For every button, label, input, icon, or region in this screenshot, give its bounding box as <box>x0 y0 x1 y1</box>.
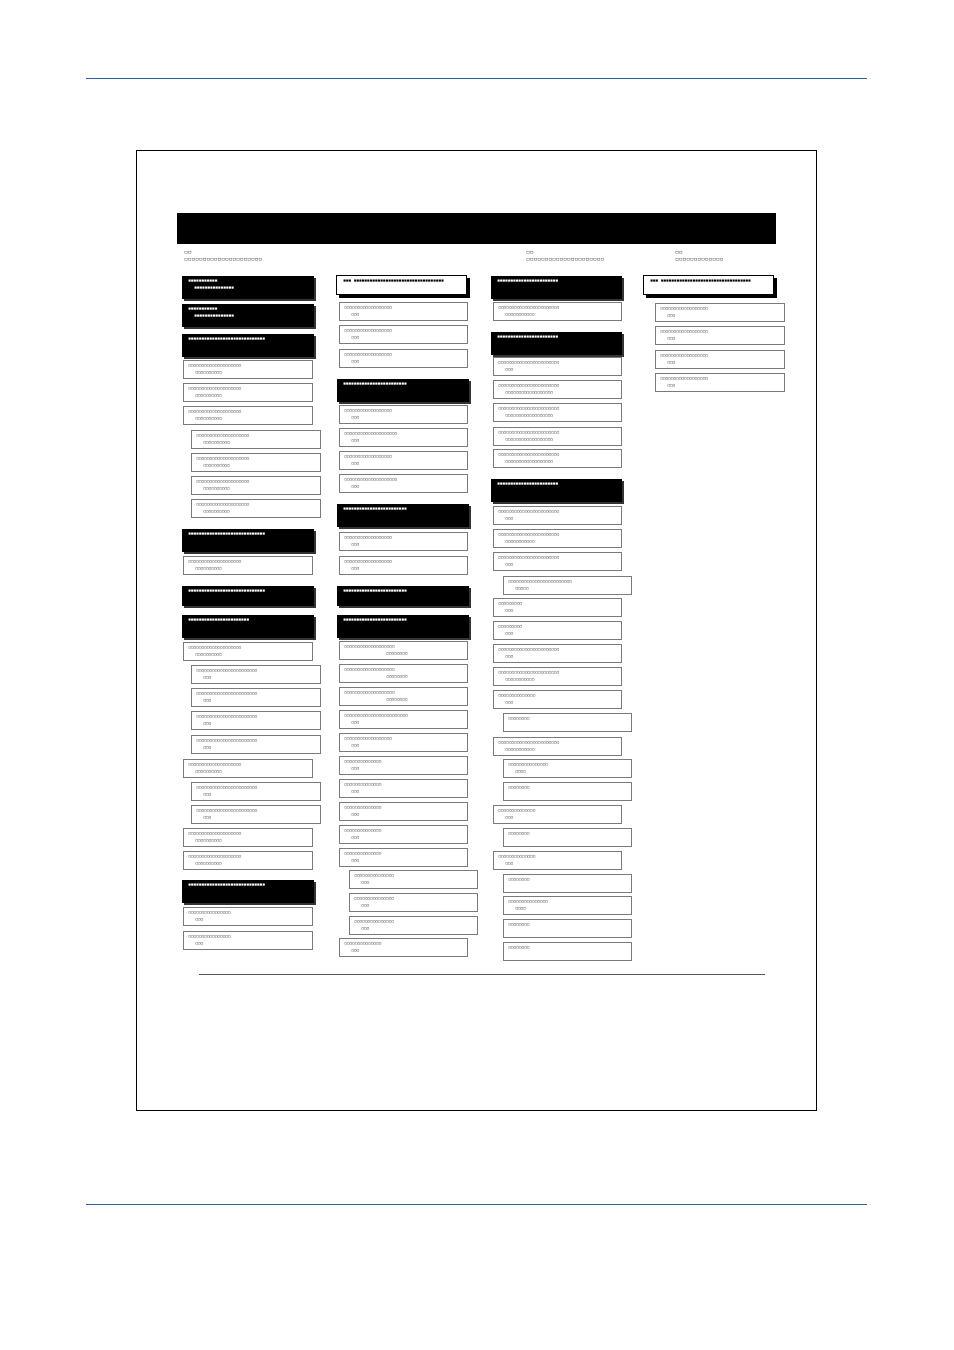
menu-item-value: ▫▫▫ <box>195 917 203 923</box>
menu-item-value: ▫▫▫▫▫▫▫▫▫▫▫ <box>505 747 535 753</box>
menu-item-label: ▫▫▫▫▫▫▫▫▫▫▫▫▫▫▫▫▫▫▫▫ <box>188 762 241 768</box>
menu-item-value: ▫▫▫ <box>203 675 211 681</box>
menu-item-value: ▫▫▫▫▫▫▫▫▫▫▫▫▫▫▫▫▫▫ <box>505 413 553 419</box>
menu-item-box <box>339 664 468 683</box>
menu-item-box <box>503 896 632 915</box>
menu-item-label: ▫▫▫▫▫▫▫▫▫▫▫▫▫▫▫▫▫▫▫▫▫▫▫ <box>498 383 559 389</box>
menu-item-label: ▫▫▫▫▫▫▫▫▫▫▫▫▫▫ <box>344 941 382 947</box>
menu-item-box <box>493 449 622 468</box>
menu-item-value: ▫▫▫ <box>361 903 369 909</box>
menu-item-box <box>191 665 321 684</box>
menu-item-label: ▫▫▫▫▫▫▫▫▫▫▫▫▫▫▫▫▫▫▫▫▫▫▫ <box>498 509 559 515</box>
menu-item-value: ▫▫▫ <box>505 861 513 867</box>
menu-item-label: ▫▫▫▫▫▫▫▫▫▫▫▫▫▫ <box>344 759 382 765</box>
menu-item-box <box>339 302 468 321</box>
menu-item-label: ▫▫▫▫▫▫▫▫▫▫▫▫▫▫▫▫▫▫ <box>344 454 392 460</box>
menu-item-box <box>339 802 468 821</box>
menu-item-label: ▫▫▫▫▫▫▫▫▫▫▫▫▫▫▫▫▫▫ <box>344 352 392 358</box>
menu-item-label: ▪▪▪ ▪▪▪▪▪▪▪▪▪▪▪▪▪▪▪▪▪▪▪▪▪▪▪▪▪▪▪▪▪▪▪▪▪▪ <box>343 278 444 284</box>
menu-item-value: ▫▫▫ <box>351 812 359 818</box>
menu-item-label: ▫▫▫▫▫▫▫▫▫▫▫▫▫▫▫▫▫▫▫▫ <box>188 409 241 415</box>
menu-item-label: ▫▫▫▫▫▫▫▫▫▫▫▫▫▫▫ <box>354 896 394 902</box>
menu-item-box <box>339 733 468 752</box>
menu-item-box <box>493 302 622 321</box>
menu-item-value: ▫▫▫ <box>351 720 359 726</box>
menu-item-box <box>339 756 468 775</box>
menu-section-header <box>337 615 469 638</box>
menu-item-label: ▫▫▫▫▫▫▫▫▫▫▫▫▫▫▫▫▫▫ <box>344 328 392 334</box>
menu-item-label: ▪▪▪▪▪▪▪▪▪▪▪▪▪▪▪▪▪▪▪▪▪▪▪ <box>497 481 558 487</box>
header-rule <box>86 78 867 79</box>
menu-item-label: ▪▪▪▪▪▪▪▪▪▪▪▪▪▪▪▪▪▪▪▪▪▪▪▪ <box>343 506 407 512</box>
menu-item-label: ▫▫▫▫▫▫▫▫▫▫▫▫▫▫▫▫▫▫▫▫▫▫▫ <box>498 670 559 676</box>
menu-item-label: ▫▫▫▫▫▫▫▫▫▫▫▫▫▫▫▫▫▫▫▫▫▫▫ <box>498 360 559 366</box>
menu-item-box <box>493 621 622 640</box>
menu-item-label: ▪▪▪▪▪▪▪▪▪▪▪▪▪▪▪▪▪▪▪▪▪▪▪▪ <box>343 588 407 594</box>
menu-item-label: ▪▪▪ ▪▪▪▪▪▪▪▪▪▪▪▪▪▪▪▪▪▪▪▪▪▪▪▪▪▪▪▪▪▪▪▪▪▪ <box>650 278 751 284</box>
menu-item-box <box>493 529 622 548</box>
chart-title-banner <box>177 213 776 244</box>
menu-item-label: ▪▪▪▪▪▪▪▪▪▪▪▪▪▪▪▪▪▪▪▪▪▪▪▪▪▪▪▪▪ <box>188 336 265 342</box>
menu-item-box <box>655 326 785 345</box>
menu-item-label: ▫▫▫▫▫▫▫▫▫▫▫▫▫▫▫▫▫▫ <box>660 353 708 359</box>
menu-item-value: ▫▫▫ <box>505 815 513 821</box>
menu-item-box <box>339 428 468 447</box>
menu-item-box <box>183 383 313 402</box>
menu-item-label: ▫▫▫▫▫▫▫▫▫▫▫▫▫▫▫▫▫▫▫▫▫▫▫ <box>498 647 559 653</box>
menu-item-box <box>191 782 321 801</box>
menu-item-label: ▫▫▫▫▫▫▫▫▫▫▫▫▫▫▫▫▫▫ <box>344 736 392 742</box>
menu-item-value: ▫▫▫▫ <box>515 906 526 912</box>
menu-item-value: ▫▫▫ <box>505 631 513 637</box>
menu-item-box <box>493 357 622 376</box>
menu-item-value: ▫▫▫▫▫▫▫▫ <box>386 697 408 703</box>
menu-item-value: ▫▫▫ <box>667 383 675 389</box>
menu-item-value: ▫▫▫ <box>351 743 359 749</box>
menu-item-label: ▫▫▫▫▫▫▫▫▫▫▫▫▫▫ <box>344 805 382 811</box>
menu-item-label: ▫▫▫▫▫▫▫▫▫▫▫▫▫▫▫▫▫▫▫▫ <box>344 431 397 437</box>
menu-item-value: ▫▫▫▫▫▫▫▫▫▫ <box>195 769 222 775</box>
menu-section-header <box>491 479 622 502</box>
menu-item-box <box>493 427 622 446</box>
menu-item-box <box>503 576 632 595</box>
menu-item-label: ▫▫▫▫▫▫▫▫▫▫▫▫▫▫▫▫▫▫▫▫▫▫▫ <box>498 740 559 746</box>
menu-item-value: ▫▫▫▫▫▫▫▫▫▫▫ <box>505 539 535 545</box>
menu-item-value: ▫▫▫ <box>351 415 359 421</box>
menu-item-box <box>339 848 468 867</box>
menu-item-value: ▫▫▫ <box>667 313 675 319</box>
menu-item-label: ▫▫▫▫▫▫▫▫▫▫▫▫▫▫▫▫▫▫▫▫ <box>188 831 241 837</box>
menu-item-label: ▪▪▪▪▪▪▪▪▪▪▪▪▪▪▪▪▪▪▪▪▪▪▪▪ <box>343 617 407 623</box>
menu-item-label: ▪▪▪▪▪▪▪▪▪▪▪▪▪▪▪▪▪▪▪▪▪▪▪▪▪▪▪▪▪ <box>188 588 265 594</box>
menu-item-label: ▫▫▫▫▫▫▫▫▫▫▫▫▫▫▫▫ <box>188 910 231 916</box>
menu-item-label: ▫▫▫▫▫▫▫▫▫▫▫▫▫▫▫▫▫▫ <box>344 305 392 311</box>
menu-item-label: ▫▫▫▫▫▫▫▫▫▫▫▫▫▫▫▫▫▫▫▫ <box>344 477 397 483</box>
menu-section-header <box>182 615 314 638</box>
menu-item-box <box>503 782 632 801</box>
menu-item-label: ▫▫▫▫▫▫▫▫▫▫▫▫▫▫ <box>498 854 536 860</box>
menu-item-value: ▫▫▫ <box>505 608 513 614</box>
menu-item-box <box>493 690 622 709</box>
menu-item-box <box>503 713 632 732</box>
menu-item-value: ▫▫▫ <box>351 858 359 864</box>
menu-item-value: ▫▫▫ <box>505 562 513 568</box>
menu-item-label: ▫▫▫▫▫▫▫▫▫▫▫▫▫▫ <box>344 782 382 788</box>
menu-item-box <box>183 759 313 778</box>
menu-item-label: ▫▫▫▫▫▫▫▫▫▫▫▫▫▫▫ <box>354 919 394 925</box>
menu-item-value: ▫▫▫▫▫▫▫▫ <box>386 651 408 657</box>
menu-item-box <box>339 556 468 575</box>
menu-item-value: ▫▫▫ <box>351 484 359 490</box>
menu-item-label: ▫▫▫▫▫▫▫▫▫▫▫▫▫▫▫▫▫▫ <box>344 535 392 541</box>
menu-item-label: ▫▫▫▫▫▫▫▫ <box>508 877 530 883</box>
menu-item-box <box>339 825 468 844</box>
menu-item-label: ▫▫▫▫▫▫▫▫▫▫▫▫▫▫▫▫▫▫ <box>344 408 392 414</box>
menu-item-value: ▫▫▫ <box>351 789 359 795</box>
menu-item-label: ▫▫▫▫▫▫▫▫▫▫▫▫▫▫▫▫▫▫▫▫▫▫▫ <box>196 691 257 697</box>
menu-item-box <box>183 828 313 847</box>
menu-item-box <box>191 430 321 449</box>
menu-item-value: ▫▫▫ <box>667 336 675 342</box>
menu-item-box <box>183 406 313 425</box>
menu-item-value: ▫▫▫ <box>505 367 513 373</box>
menu-item-box <box>191 499 321 518</box>
menu-item-label: ▫▫▫▫▫▫▫▫▫▫▫▫▫▫▫▫▫▫▫▫ <box>196 502 249 508</box>
menu-item-box <box>655 373 785 392</box>
menu-item-label: ▫▫▫▫▫▫▫▫▫▫▫▫▫▫▫▫▫▫▫▫ <box>188 559 241 565</box>
menu-item-value: ▫▫▫▫▫▫▫▫ <box>386 674 408 680</box>
menu-item-label: ▫▫▫▫▫▫▫▫▫▫▫▫▫▫▫▫▫▫▫▫▫▫▫ <box>196 785 257 791</box>
menu-item-box <box>339 687 468 706</box>
menu-item-box <box>183 642 313 661</box>
menu-item-label: ▪▪▪▪▪▪▪▪▪▪▪▪▪▪▪▪▪▪▪▪▪▪▪▪▪▪▪▪▪ <box>188 531 265 537</box>
subtitle-left: ▫▫ ▫▫▫▫▫▫▫▫▫▫▫▫▫▫▫▫▫▫▫▫▫ <box>184 248 263 263</box>
menu-item-label: ▫▫▫▫▫▫▫▫▫▫▫▫▫▫▫▫ <box>188 934 231 940</box>
menu-item-box <box>493 737 622 756</box>
footer-rule <box>86 1204 867 1205</box>
menu-item-box <box>339 710 468 729</box>
menu-item-value: ▫▫▫▫▫▫▫▫▫▫ <box>203 463 230 469</box>
menu-item-label: ▫▫▫▫▫▫▫▫▫▫▫▫▫▫▫▫▫▫▫▫ <box>188 854 241 860</box>
menu-item-box <box>493 380 622 399</box>
menu-item-value: ▫▫▫▫▫▫▫▫▫▫ <box>195 861 222 867</box>
menu-item-value: ▫▫▫▫▫▫▫▫▫▫▫ <box>505 312 535 318</box>
menu-item-label: ▫▫▫▫▫▫▫▫▫▫▫▫▫▫▫▫▫▫▫▫▫▫▫ <box>196 668 257 674</box>
menu-item-box <box>503 759 632 778</box>
menu-item-value: ▫▫▫ <box>505 654 513 660</box>
menu-item-label: ▫▫▫▫▫▫▫▫▫▫▫▫▫▫▫ <box>354 873 394 879</box>
menu-item-label: ▫▫▫▫▫▫▫▫▫▫▫▫▫▫▫▫▫▫▫▫▫▫▫ <box>196 738 257 744</box>
menu-item-label: ▫▫▫▫▫▫▫▫▫▫▫▫▫▫▫▫▫▫▫ <box>344 690 395 696</box>
menu-item-box <box>339 349 468 368</box>
menu-item-value: ▫▫▫▫▫▫▫▫▫▫ <box>195 370 222 376</box>
menu-item-value: ▫▫▫ <box>203 792 211 798</box>
menu-section-header <box>337 586 469 606</box>
menu-item-value: ▫▫▫▫▫▫▫▫▫▫ <box>203 509 230 515</box>
menu-item-box <box>191 805 321 824</box>
menu-item-value: ▫▫▫ <box>505 700 513 706</box>
menu-item-value: ▫▫▫ <box>361 926 369 932</box>
menu-item-label: ▫▫▫▫▫▫▫▫▫▫▫▫▫▫▫▫▫▫▫▫ <box>196 433 249 439</box>
menu-section-header <box>336 275 467 295</box>
menu-item-value: ▫▫▫ <box>351 359 359 365</box>
menu-item-label: ▫▫▫▫▫▫▫▫▫▫▫▫▫▫▫▫▫▫▫▫▫▫▫ <box>498 430 559 436</box>
menu-item-label: ▫▫▫▫▫▫▫▫▫▫▫▫▫▫▫▫▫▫▫▫ <box>188 645 241 651</box>
menu-item-value: ▫▫▫▫▫▫▫▫▫▫ <box>195 393 222 399</box>
menu-item-box <box>339 451 468 470</box>
menu-item-box <box>339 532 468 551</box>
menu-item-label: ▫▫▫▫▫▫▫▫ <box>508 922 530 928</box>
menu-item-value: ▫▫▫▫▫▫▫▫▫▫ <box>203 440 230 446</box>
menu-item-label: ▫▫▫▫▫▫▫▫▫▫▫▫▫▫ <box>344 851 382 857</box>
menu-item-label: ▪▪▪▪▪▪▪▪▪▪▪▪▪▪▪▪▪▪▪▪▪▪▪▪ <box>343 381 407 387</box>
menu-item-label: ▫▫▫▫▫▫▫▫▫▫▫▫▫▫ <box>498 693 536 699</box>
menu-item-value: ▫▫▫▫▫▫▫▫▫▫ <box>195 838 222 844</box>
menu-item-label: ▪▪▪▪▪▪▪▪▪▪▪▪▪▪▪▪▪▪▪▪▪▪▪▪▪▪▪▪▪ <box>188 882 265 888</box>
menu-item-label: ▫▫▫▫▫▫▫▫▫▫▫▫▫▫▫▫▫▫▫▫▫▫▫ <box>498 452 559 458</box>
menu-item-label: ▫▫▫▫▫▫▫▫▫ <box>498 601 522 607</box>
menu-item-label: ▫▫▫▫▫▫▫▫ <box>508 831 530 837</box>
menu-item-box <box>191 453 321 472</box>
menu-item-value: ▫▫▫▫ <box>515 769 526 775</box>
menu-item-label: ▫▫▫▫▫▫▫▫▫▫▫▫▫▫▫▫▫▫▫▫▫▫▫ <box>196 714 257 720</box>
menu-item-box <box>493 667 622 686</box>
menu-item-label: ▫▫▫▫▫▫▫▫▫▫▫▫▫▫ <box>498 808 536 814</box>
menu-item-value: ▫▫▫ <box>203 698 211 704</box>
menu-item-value: ▫▫▫▫▫▫▫▫▫▫ <box>195 652 222 658</box>
menu-section-header <box>182 880 314 903</box>
menu-section-header <box>182 529 314 552</box>
menu-item-value: ▫▫▫ <box>203 745 211 751</box>
menu-item-label: ▫▫▫▫▫▫▫▫▫▫▫▫▫▫▫▫▫▫▫▫ <box>196 456 249 462</box>
menu-item-label: ▫▫▫▫▫▫▫▫▫▫▫▫▫▫▫▫▫▫ <box>660 329 708 335</box>
menu-item-value: ▪▪▪▪▪▪▪▪▪▪▪▪▪▪▪ <box>194 285 234 291</box>
menu-item-value: ▫▫▫▫▫▫▫▫▫▫▫▫▫▫▫▫▫▫ <box>505 459 553 465</box>
menu-item-value: ▫▫▫▫▫▫▫▫▫▫▫ <box>505 677 535 683</box>
menu-item-label: ▫▫▫▫▫▫▫▫▫▫▫▫▫▫▫▫▫▫▫ <box>344 644 395 650</box>
menu-item-label: ▫▫▫▫▫▫▫▫▫▫▫▫▫▫▫▫▫▫▫▫ <box>188 386 241 392</box>
menu-item-label: ▫▫▫▫▫▫▫▫ <box>508 945 530 951</box>
menu-section-header <box>337 504 469 527</box>
menu-item-box <box>191 688 321 707</box>
menu-item-value: ▫▫▫ <box>351 835 359 841</box>
menu-item-label: ▫▫▫▫▫▫▫▫▫▫▫▫▫▫ <box>344 828 382 834</box>
menu-item-box <box>503 828 632 847</box>
figure-footer-rule <box>199 974 765 975</box>
menu-item-box <box>191 711 321 730</box>
menu-item-box <box>183 931 313 950</box>
menu-item-value: ▫▫▫▫▫▫▫▫▫▫▫▫▫▫▫▫▫▫ <box>505 390 553 396</box>
menu-section-header <box>337 379 469 402</box>
menu-item-label: ▫▫▫▫▫▫▫▫ <box>508 716 530 722</box>
menu-item-value: ▫▫▫ <box>351 948 359 954</box>
menu-item-box <box>183 360 313 379</box>
menu-item-box <box>339 641 468 660</box>
menu-item-value: ▫▫▫ <box>351 312 359 318</box>
menu-item-value: ▫▫▫ <box>351 566 359 572</box>
menu-item-box <box>503 919 632 938</box>
menu-item-box <box>339 474 468 493</box>
menu-item-value: ▫▫▫ <box>667 360 675 366</box>
menu-item-value: ▫▫▫ <box>505 516 513 522</box>
subtitle-right: ▫▫ ▫▫▫▫▫▫▫▫▫▫▫▫▫ <box>675 248 724 263</box>
menu-item-value: ▫▫▫ <box>351 438 359 444</box>
menu-item-label: ▪▪▪▪▪▪▪▪▪▪▪▪▪▪▪▪▪▪▪▪▪▪▪ <box>188 617 249 623</box>
menu-item-label: ▫▫▫▫▫▫▫▫▫▫▫▫▫▫▫▫▫▫▫ <box>344 667 395 673</box>
menu-item-label: ▫▫▫▫▫▫▫▫▫▫▫▫▫▫▫▫▫▫ <box>344 559 392 565</box>
menu-item-box <box>191 735 321 754</box>
menu-item-label: ▪▪▪▪▪▪▪▪▪▪▪▪▪▪▪▪▪▪▪▪▪▪▪ <box>497 334 558 340</box>
menu-item-box <box>349 870 478 889</box>
menu-item-value: ▫▫▫ <box>203 721 211 727</box>
menu-item-label: ▫▫▫▫▫▫▫▫▫▫▫▫▫▫▫▫▫▫ <box>660 306 708 312</box>
menu-item-label: ▫▫▫▫▫▫▫▫▫▫▫▫▫▫▫▫▫▫▫▫▫▫▫ <box>498 532 559 538</box>
menu-item-box <box>493 403 622 422</box>
menu-item-label: ▪▪▪▪▪▪▪▪▪▪▪ <box>188 278 218 284</box>
menu-item-box <box>183 556 313 575</box>
menu-item-box <box>493 805 622 824</box>
menu-item-box <box>339 405 468 424</box>
menu-item-box <box>503 942 632 961</box>
menu-item-value: ▪▪▪▪▪▪▪▪▪▪▪▪▪▪▪ <box>194 313 234 319</box>
menu-item-label: ▫▫▫▫▫▫▫▫▫▫▫▫▫▫▫▫▫▫ <box>660 376 708 382</box>
menu-item-box <box>655 303 785 322</box>
menu-item-box <box>349 893 478 912</box>
menu-section-header <box>491 276 622 299</box>
menu-item-box <box>339 325 468 344</box>
menu-item-box <box>339 779 468 798</box>
subtitle-middle: ▫▫ ▫▫▫▫▫▫▫▫▫▫▫▫▫▫▫▫▫▫▫▫▫ <box>526 248 605 263</box>
menu-item-label: ▫▫▫▫▫▫▫▫▫▫▫▫▫▫▫ <box>508 762 548 768</box>
menu-item-label: ▫▫▫▫▫▫▫▫▫▫▫▫▫▫▫▫▫▫▫▫▫▫▫ <box>196 808 257 814</box>
menu-item-value: ▫▫▫▫▫▫▫▫▫▫▫▫▫▫▫▫▫▫ <box>505 437 553 443</box>
menu-item-box <box>493 506 622 525</box>
menu-section-header <box>182 304 314 327</box>
menu-item-value: ▫▫▫ <box>195 941 203 947</box>
menu-item-box <box>503 874 632 893</box>
menu-item-label: ▫▫▫▫▫▫▫▫▫▫▫▫▫▫▫▫▫▫▫▫▫▫▫ <box>498 406 559 412</box>
menu-section-header <box>643 275 774 295</box>
menu-section-header <box>182 276 314 299</box>
menu-item-value: ▫▫▫▫▫▫▫▫▫▫ <box>203 486 230 492</box>
menu-item-value: ▫▫▫ <box>361 880 369 886</box>
menu-item-label: ▫▫▫▫▫▫▫▫▫▫▫▫▫▫▫▫▫▫▫▫▫▫▫▫ <box>344 713 408 719</box>
menu-item-box <box>349 916 478 935</box>
menu-item-label: ▫▫▫▫▫▫▫▫ <box>508 785 530 791</box>
menu-item-box <box>183 907 313 926</box>
menu-item-label: ▫▫▫▫▫▫▫▫▫▫▫▫▫▫▫▫▫▫▫▫▫▫▫▫ <box>508 579 572 585</box>
menu-item-box <box>493 598 622 617</box>
menu-item-value: ▫▫▫ <box>203 815 211 821</box>
menu-item-value: ▫▫▫▫▫▫▫▫▫▫ <box>195 416 222 422</box>
menu-item-label: ▪▪▪▪▪▪▪▪▪▪▪▪▪▪▪▪▪▪▪▪▪▪▪ <box>497 278 558 284</box>
menu-item-label: ▫▫▫▫▫▫▫▫▫ <box>498 624 522 630</box>
menu-item-label: ▪▪▪▪▪▪▪▪▪▪▪ <box>188 306 218 312</box>
menu-item-box <box>339 938 468 957</box>
menu-item-value: ▫▫▫ <box>351 766 359 772</box>
menu-item-box <box>655 350 785 369</box>
menu-item-label: ▫▫▫▫▫▫▫▫▫▫▫▫▫▫▫▫▫▫▫▫ <box>188 363 241 369</box>
menu-item-value: ▫▫▫ <box>351 461 359 467</box>
menu-item-box <box>493 552 622 571</box>
menu-section-header <box>182 586 314 606</box>
menu-item-box <box>191 476 321 495</box>
menu-item-value: ▫▫▫▫▫▫▫▫▫▫ <box>195 566 222 572</box>
menu-item-box <box>493 851 622 870</box>
menu-section-header <box>491 332 622 355</box>
menu-item-box <box>493 644 622 663</box>
menu-item-label: ▫▫▫▫▫▫▫▫▫▫▫▫▫▫▫▫▫▫▫▫▫▫▫ <box>498 555 559 561</box>
menu-item-value: ▫▫▫▫▫ <box>515 586 529 592</box>
menu-item-box <box>183 851 313 870</box>
menu-section-header <box>182 334 314 357</box>
menu-item-value: ▫▫▫ <box>351 335 359 341</box>
menu-item-label: ▫▫▫▫▫▫▫▫▫▫▫▫▫▫▫▫▫▫▫▫▫▫▫ <box>498 305 559 311</box>
menu-item-value: ▫▫▫ <box>351 542 359 548</box>
menu-item-label: ▫▫▫▫▫▫▫▫▫▫▫▫▫▫▫▫▫▫▫▫ <box>196 479 249 485</box>
menu-item-label: ▫▫▫▫▫▫▫▫▫▫▫▫▫▫▫ <box>508 899 548 905</box>
